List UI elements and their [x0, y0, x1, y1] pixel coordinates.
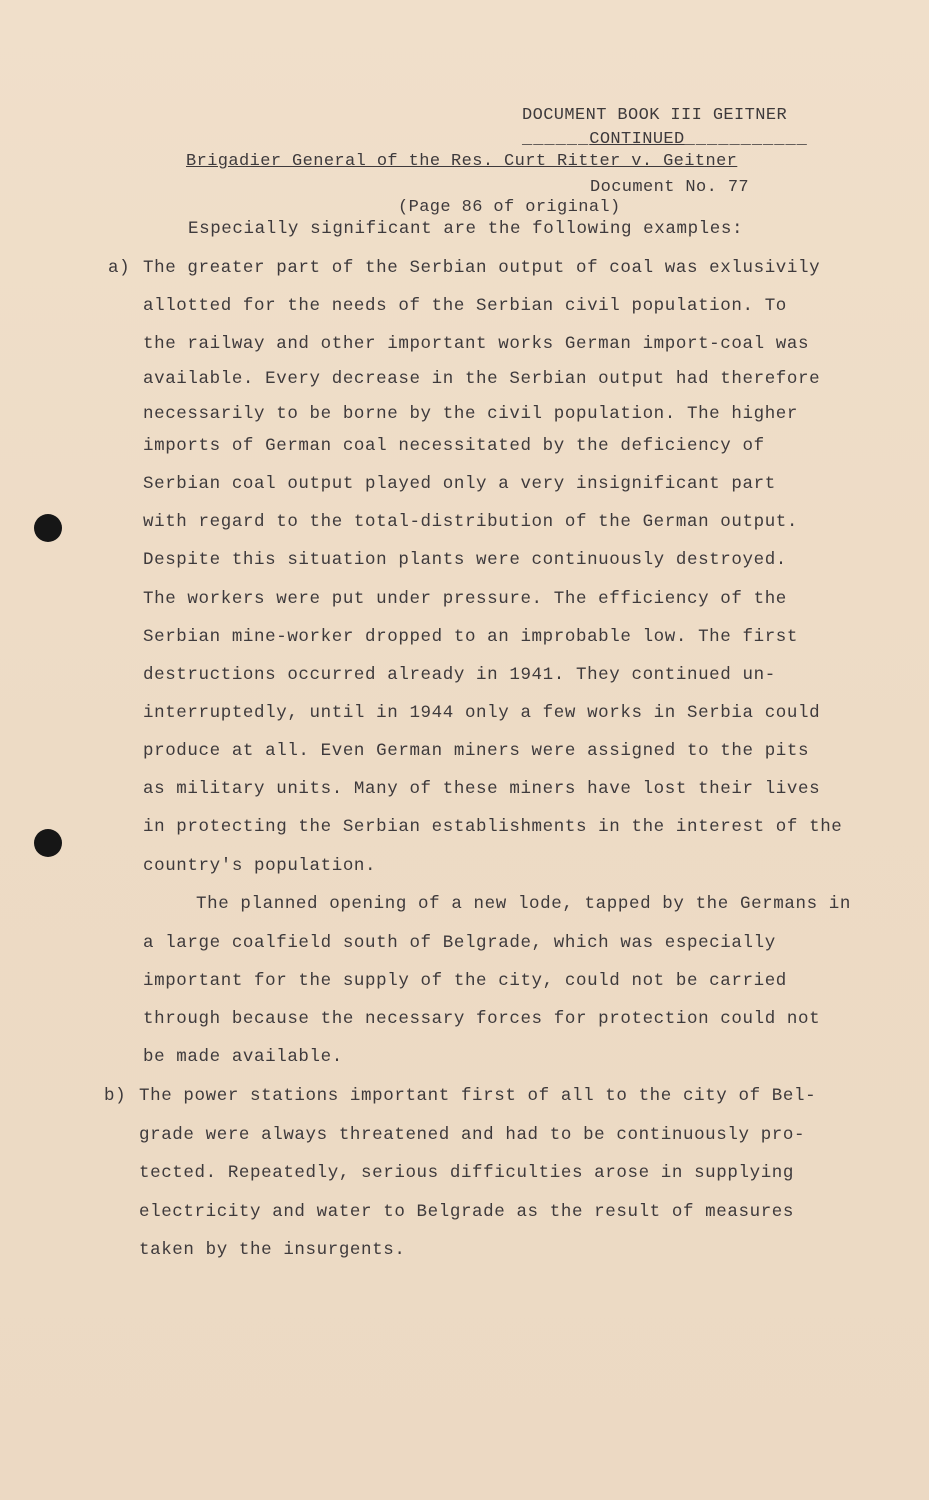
punch-hole-top [34, 514, 62, 542]
section-a-para2-line: important for the supply of the city, could not be carried [143, 971, 787, 991]
section-a-line: Serbian coal output played only a very insignificant part [143, 474, 776, 494]
section-a-line: as military units. Many of these miners have lost their lives [143, 779, 821, 799]
section-a-line: the railway and other important works German import-coal was [143, 334, 810, 354]
section-a-line: available. Every decrease in the Serbian output had therefore [143, 369, 821, 389]
intro-line: Especially significant are the following examples: [188, 219, 744, 239]
section-a-line: country's population. [143, 856, 377, 876]
section-a-line: The workers were put under pressure. The efficiency of the [143, 589, 787, 609]
section-a-line: imports of German coal necessitated by the deficiency of [143, 436, 765, 456]
section-b-line: grade were always threatened and had to be continuously pro- [139, 1125, 806, 1145]
section-b-line: electricity and water to Belgrade as the result of measures [139, 1202, 795, 1222]
dash-rule-right: ___________ [684, 130, 808, 149]
section-a-line: with regard to the total-distribution of the German output. [143, 512, 799, 532]
document-number: Document No. 77 [590, 178, 750, 197]
section-a-line: destructions occurred already in 1941. They continued un- [143, 665, 776, 685]
document-book-title: DOCUMENT BOOK III GEITNER [522, 106, 788, 125]
section-a-para2-line: through because the necessary forces for protection could not [143, 1009, 821, 1029]
section-b-marker: b) [104, 1086, 127, 1106]
continued-text: CONTINUED [589, 130, 685, 149]
section-a-marker: a) [108, 258, 131, 278]
section-a-line: Serbian mine-worker dropped to an improbable low. The first [143, 627, 799, 647]
author-title: Brigadier General of the Res. Curt Ritter v. Geitner [186, 152, 738, 171]
section-a-line: The greater part of the Serbian output of coal was exlusivily [143, 258, 821, 278]
section-b-line: tected. Repeatedly, serious difficulties arose in supplying [139, 1163, 795, 1183]
section-a-line: in protecting the Serbian establishments in the interest of the [143, 817, 843, 837]
section-a-line: produce at all. Even German miners were assigned to the pits [143, 741, 810, 761]
dash-rule-left: ______ [522, 130, 590, 149]
section-b-line: The power stations important first of all to the city of Bel- [139, 1086, 817, 1106]
page-reference: (Page 86 of original) [398, 198, 621, 217]
continued-label [522, 130, 808, 149]
section-a-para2-line: a large coalfield south of Belgrade, which was especially [143, 933, 776, 953]
section-a-line: Despite this situation plants were continuously destroyed. [143, 550, 787, 570]
section-a-line: interruptedly, until in 1944 only a few works in Serbia could [143, 703, 821, 723]
section-a-para2-line: The planned opening of a new lode, tapped by the Germans in [196, 894, 852, 914]
section-a-line: necessarily to be borne by the civil population. The higher [143, 404, 799, 424]
section-b-line: taken by the insurgents. [139, 1240, 406, 1260]
punch-hole-bottom [34, 829, 62, 857]
section-a-para2-line: be made available. [143, 1047, 343, 1067]
section-a-line: allotted for the needs of the Serbian civil population. To [143, 296, 787, 316]
